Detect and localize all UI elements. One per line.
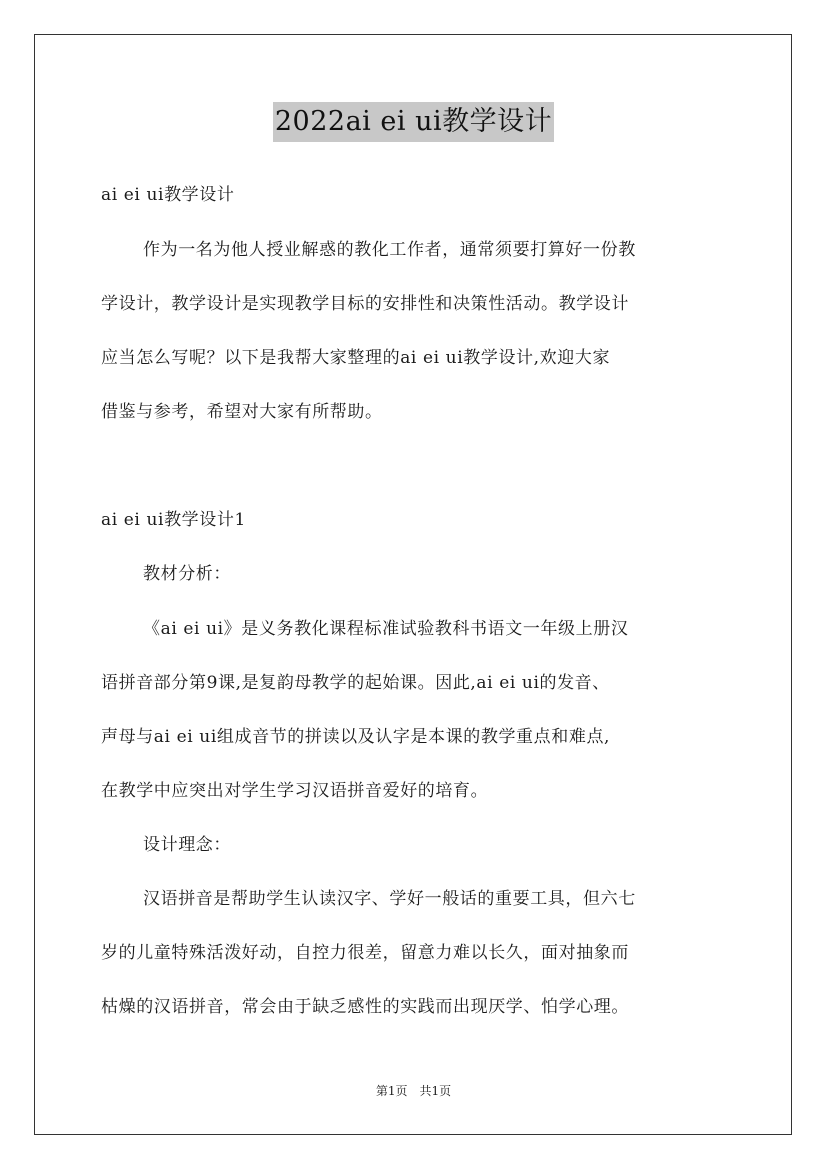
- concept-line-2: 岁的儿童特殊活泼好动，自控力很差，留意力难以长久，面对抽象而: [101, 943, 629, 963]
- document-title: 2022ai ei ui教学设计: [273, 102, 554, 142]
- material-line-4: 在教学中应突出对学生学习汉语拼音爱好的培育。: [101, 781, 489, 801]
- concept-line-1: 汉语拼音是帮助学生认读汉字、学好一般话的重要工具，但六七: [143, 889, 636, 909]
- section-heading: ai ei ui教学设计1: [101, 510, 246, 530]
- intro-line-3: 应当怎么写呢？以下是我帮大家整理的ai ei ui教学设计,欢迎大家: [101, 348, 611, 368]
- material-line-2: 语拼音部分第9课,是复韵母教学的起始课。因此,ai ei ui的发音、: [101, 673, 610, 693]
- intro-line-2: 学设计，教学设计是实现教学目标的安排性和决策性活动。教学设计: [101, 294, 629, 314]
- concept-line-3: 枯燥的汉语拼音，常会由于缺乏感性的实践而出现厌学、怕学心理。: [101, 997, 629, 1017]
- material-line-1: 《ai ei ui》是义务教化课程标准试验教科书语文一年级上册汉: [143, 619, 629, 639]
- intro-line-1: 作为一名为他人授业解惑的教化工作者，通常须要打算好一份教: [143, 240, 636, 260]
- material-heading: 教材分析：: [143, 564, 231, 584]
- material-line-3: 声母与ai ei ui组成音节的拼读以及认字是本课的教学重点和难点,: [101, 727, 611, 747]
- page-footer: 第1页 共1页: [375, 1084, 452, 1098]
- document-subtitle: ai ei ui教学设计: [101, 185, 235, 205]
- concept-heading: 设计理念：: [143, 835, 231, 855]
- title-container: [0, 102, 827, 142]
- intro-line-4: 借鉴与参考，希望对大家有所帮助。: [101, 402, 383, 422]
